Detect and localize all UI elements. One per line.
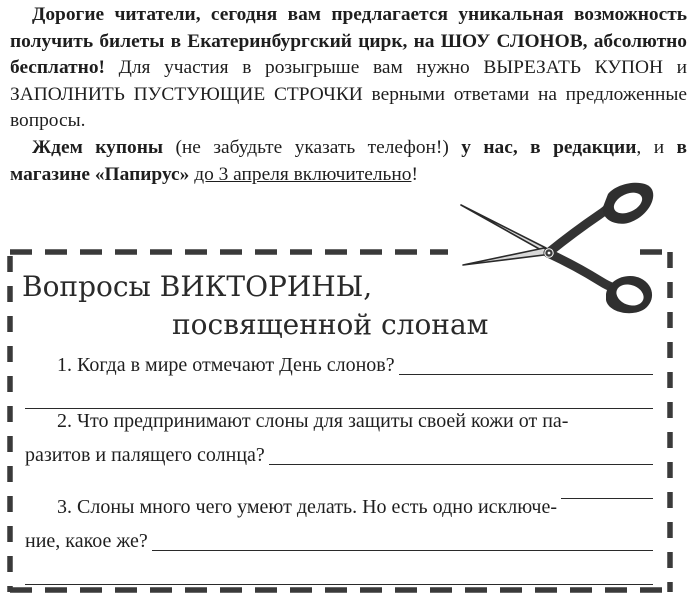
intro-bold-text: Дорогие читатели, сегодня вам предлагается уникальная возможность получить билеты в Екатеринбургский цирк, на ШОУ СЛОНОВ, абсолютно бесплатно! [10, 4, 687, 79]
question-text: разитов и палящего солнца? [25, 444, 269, 466]
quiz-title-line-1: Вопросы ВИКТОРИНЫ, [22, 270, 373, 303]
deadline-text: до 3 апреля включительно [194, 163, 412, 185]
question-text: ние, какое же? [25, 530, 152, 552]
scissors-icon [458, 182, 658, 317]
question-line [25, 348, 653, 382]
editorial-office-text: у нас, в редакции [461, 136, 637, 158]
quiz-title-line-2: посвященной слонам [172, 308, 489, 341]
intro-paragraph-1 [10, 2, 687, 135]
intro-normal-text: Для участия в розыгрыше вам нужно ВЫРЕЗАТЬ КУПОН и ЗАПОЛНИТЬ ПУСТУЮЩИЕ СТРОЧКИ верными ответами на предложенные вопросы. [10, 57, 687, 132]
question-line [25, 524, 653, 558]
coupon-call-text: Ждем купоны [32, 136, 164, 158]
question-text: 1. Когда в мире отмечают День слонов? [25, 354, 399, 376]
question-3 [25, 490, 653, 592]
question-line [25, 404, 653, 438]
question-line [25, 438, 653, 472]
answer-field[interactable] [25, 584, 653, 585]
answer-line[interactable] [25, 558, 653, 592]
question-text: 3. Слоны много чего умеют делать. Но есть одно исключе- [25, 496, 561, 518]
exclamation-text: ! [411, 163, 418, 185]
question-text: 2. Что предпринимают слоны для защиты своей кожи от па- [25, 410, 572, 432]
phone-reminder-text: (не забудьте указать телефон!) [163, 136, 462, 158]
conjunction-text: , и [636, 136, 677, 158]
intro-text [10, 2, 687, 188]
intro-paragraph-2 [10, 135, 687, 188]
papirus-store-text: в магазине «Папирус» [10, 136, 687, 185]
question-line [25, 490, 653, 524]
